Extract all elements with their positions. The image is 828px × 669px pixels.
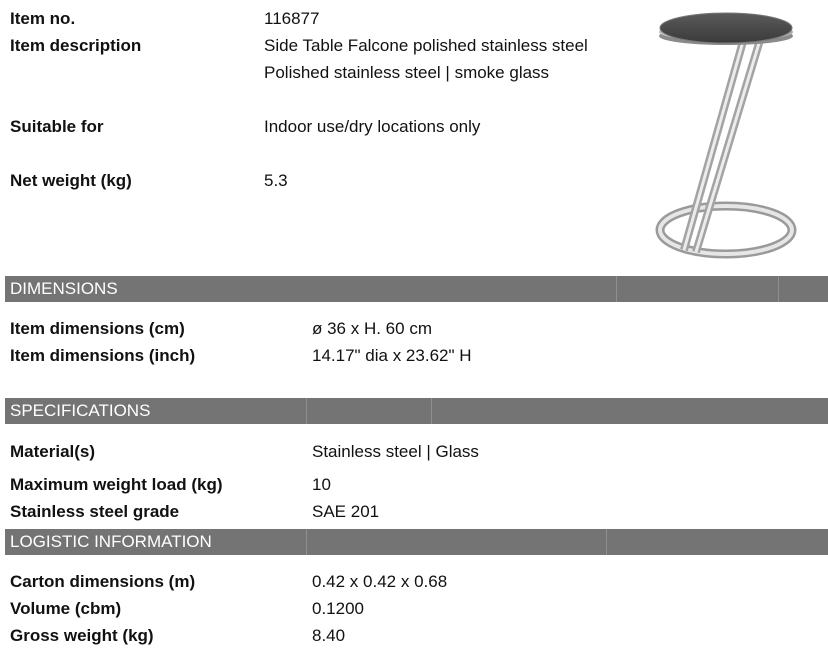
item-dimensions-cm-label: Item dimensions (cm): [10, 319, 185, 338]
specifications-title: SPECIFICATIONS: [10, 401, 151, 420]
max-weight-load-label: Maximum weight load (kg): [10, 475, 223, 494]
steel-grade-label: Stainless steel grade: [10, 502, 180, 521]
item-dimensions-cm-value: ø 36 x H. 60 cm: [312, 319, 432, 338]
item-dimensions-inch-value: 14.17" dia x 23.62" H: [312, 346, 472, 365]
item-number-value: 116877: [264, 9, 320, 28]
carton-dimensions-label: Carton dimensions (m): [10, 572, 196, 591]
item-description-value-line2: Polished stainless steel | smoke glass: [264, 63, 550, 82]
suitable-for-value: Indoor use/dry locations only: [264, 117, 481, 136]
dimensions-title: DIMENSIONS: [10, 279, 118, 298]
item-description-label: Item description: [10, 36, 142, 55]
side-table-photo: [640, 6, 812, 268]
gross-weight-value: 8.40: [312, 626, 346, 645]
item-description-value: Side Table Falcone polished stainless steel: [264, 36, 588, 55]
steel-grade-value: SAE 201: [312, 502, 380, 521]
max-weight-load-value: 10: [312, 475, 331, 494]
gross-weight-label: Gross weight (kg): [10, 626, 154, 645]
dimensions-header: [5, 276, 828, 302]
carton-dimensions-value: 0.42 x 0.42 x 0.68: [312, 572, 448, 591]
materials-label: Material(s): [10, 442, 96, 461]
logistic-header: [5, 529, 828, 555]
logistic-title: LOGISTIC INFORMATION: [10, 532, 212, 551]
materials-value: Stainless steel | Glass: [312, 442, 479, 461]
net-weight-value: 5.3: [264, 171, 288, 190]
net-weight-label: Net weight (kg): [10, 171, 132, 190]
item-dimensions-inch-label: Item dimensions (inch): [10, 346, 196, 365]
volume-value: 0.1200: [312, 599, 364, 618]
suitable-for-label: Suitable for: [10, 117, 104, 136]
volume-label: Volume (cbm): [10, 599, 122, 618]
specifications-header: [5, 398, 828, 424]
item-number-label: Item no.: [10, 9, 76, 28]
